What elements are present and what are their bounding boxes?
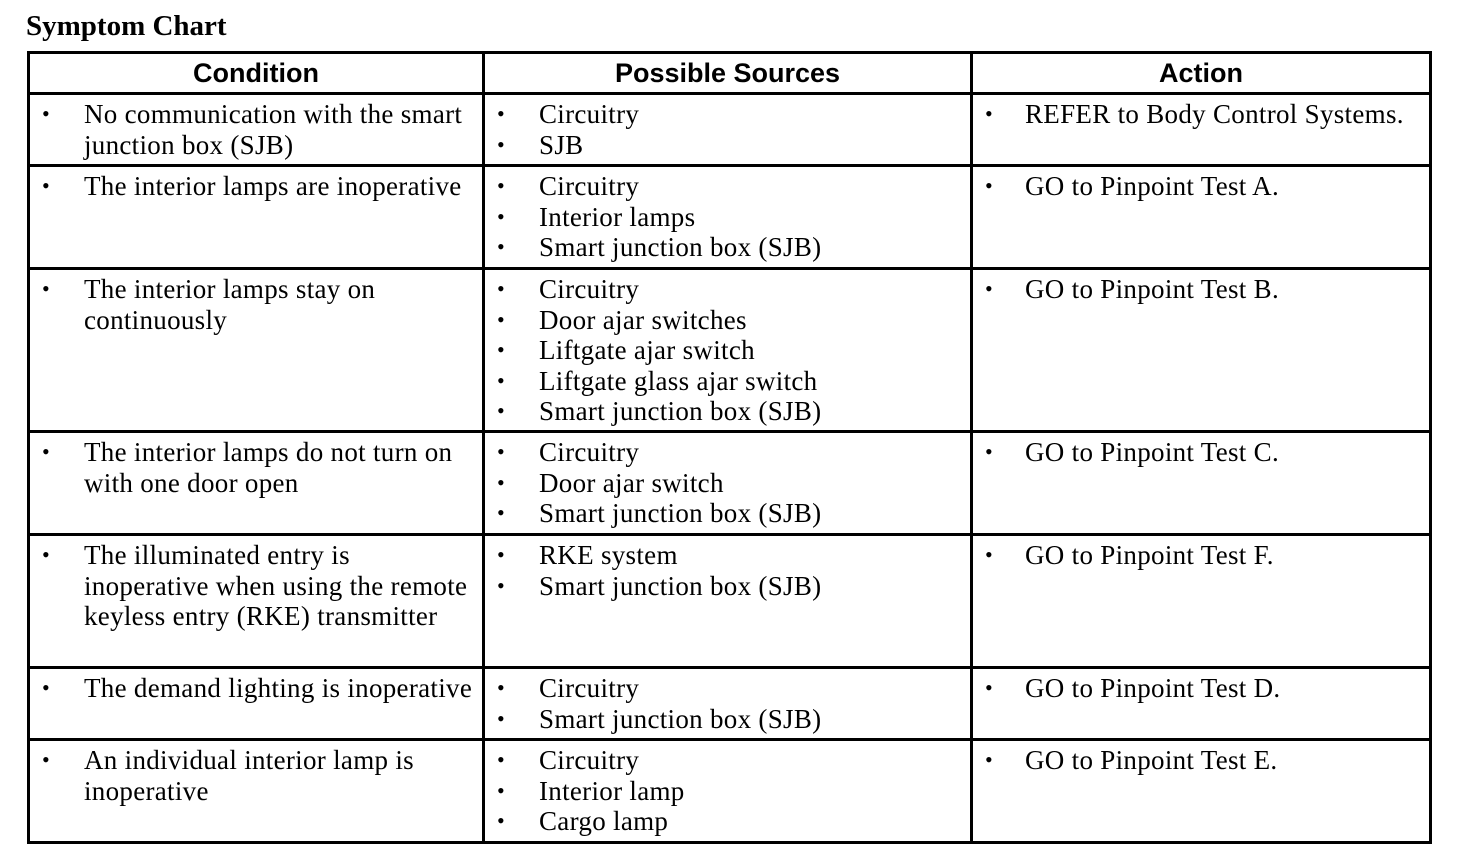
bullet-marker: • [497,367,506,393]
sources-cell [484,535,972,668]
bullet-marker: • [497,398,506,423]
bullet-marker: • [985,173,994,198]
page-title: Symptom Chart [26,10,227,42]
bullet-marker: • [497,469,506,495]
column-header-condition: Condition [29,53,484,94]
bullet-marker: • [985,439,994,464]
bullet-marker: • [497,705,506,731]
bullet-marker: • [42,173,51,198]
source-text: Circuitry [539,274,640,304]
action-item [973,274,1429,305]
sources-cell [484,740,972,843]
action-item [973,99,1429,130]
condition-cell [29,269,484,432]
source-item [485,776,970,807]
sources-cell [484,166,972,269]
condition-cell [29,535,484,668]
table-row [29,432,1431,535]
source-item [485,745,970,776]
table-row [29,535,1431,668]
source-text: Smart junction box (SJB) [539,232,822,262]
source-text: Circuitry [539,437,640,467]
source-item [485,366,970,397]
bullet-marker: • [497,808,506,833]
source-text: Smart junction box (SJB) [539,570,822,601]
bullet-marker: • [42,276,51,301]
action-item [973,437,1429,468]
bullet-marker: • [985,675,994,700]
source-text: Circuitry [539,673,640,703]
source-text: Smart junction box (SJB) [539,396,822,426]
source-text: Liftgate ajar switch [539,335,755,365]
condition-item [30,437,482,498]
condition-text: The interior lamps are inoperative [84,171,462,201]
bullet-marker: • [497,234,506,259]
table-row [29,740,1431,843]
bullet-marker: • [497,306,506,332]
table-row [29,269,1431,432]
source-item [485,571,970,602]
source-item [485,202,970,233]
condition-item [30,540,482,632]
source-item [485,498,970,529]
source-text: Interior lamps [539,201,696,232]
source-item [485,130,970,161]
condition-text: The interior lamps stay on continuously [84,274,376,335]
condition-cell [29,94,484,166]
source-text: SJB [539,129,584,160]
action-cell [972,535,1431,668]
source-text: Liftgate glass ajar switch [539,365,818,396]
source-text: Circuitry [539,171,640,201]
source-text: Cargo lamp [539,806,669,836]
action-text: GO to Pinpoint Test E. [1025,745,1278,775]
action-item [973,171,1429,202]
bullet-marker: • [497,337,506,362]
bullet-marker: • [497,173,506,198]
table-row [29,668,1431,740]
bullet-marker: • [985,747,994,772]
action-text: GO to Pinpoint Test F. [1025,540,1274,570]
source-item [485,171,970,202]
sources-cell [484,94,972,166]
action-cell [972,740,1431,843]
bullet-marker: • [42,747,51,772]
action-cell [972,166,1431,269]
action-cell [972,269,1431,432]
sources-cell [484,668,972,740]
source-text: Circuitry [539,745,640,775]
column-header-possible-sources: Possible Sources [484,53,972,94]
source-item [485,305,970,336]
bullet-marker: • [497,276,506,301]
source-item [485,437,970,468]
condition-item [30,171,482,202]
bullet-marker: • [497,747,506,772]
action-cell [972,432,1431,535]
source-item [485,99,970,130]
bullet-marker: • [42,101,51,126]
condition-cell [29,668,484,740]
action-cell [972,94,1431,166]
condition-text: An individual interior lamp is inoperative [84,745,414,806]
source-item [485,704,970,735]
bullet-marker: • [497,542,506,567]
action-text: GO to Pinpoint Test C. [1025,437,1279,467]
bullet-marker: • [42,439,51,464]
action-cell [972,668,1431,740]
condition-cell [29,166,484,269]
condition-item [30,274,482,335]
source-item [485,540,970,571]
table-row [29,94,1431,166]
action-item [973,673,1429,704]
condition-cell [29,740,484,843]
source-text: Interior lamp [539,775,685,806]
source-item [485,232,970,263]
bullet-marker: • [497,131,506,157]
column-header-action: Action [972,53,1431,94]
action-item [973,745,1429,776]
bullet-marker: • [42,542,51,567]
condition-text: No communication with the smart junction box (SJB) [84,99,463,160]
bullet-marker: • [497,777,506,803]
bullet-marker: • [985,276,994,301]
source-text: Door ajar switch [539,467,724,498]
condition-text: The interior lamps do not turn on with one door open [84,437,453,498]
bullet-marker: • [497,572,506,598]
source-item [485,396,970,427]
action-text: GO to Pinpoint Test D. [1025,673,1281,703]
source-item [485,468,970,499]
bullet-marker: • [497,675,506,700]
action-item [973,540,1429,571]
symptom-chart-table [27,51,1432,844]
bullet-marker: • [497,203,506,229]
condition-text: The demand lighting is inoperative [84,673,473,703]
condition-item [30,99,482,160]
source-text: Smart junction box (SJB) [539,498,822,528]
source-item [485,673,970,704]
bullet-marker: • [985,101,994,126]
source-text: RKE system [539,540,678,570]
source-item [485,335,970,366]
sources-cell [484,432,972,535]
header-row [29,53,1431,94]
bullet-marker: • [497,500,506,525]
source-text: Door ajar switches [539,304,747,335]
bullet-marker: • [497,439,506,464]
condition-item [30,745,482,806]
bullet-marker: • [42,675,51,700]
bullet-marker: • [497,101,506,126]
source-item [485,806,970,837]
action-text: REFER to Body Control Systems. [1025,99,1404,129]
action-text: GO to Pinpoint Test A. [1025,171,1279,201]
source-item [485,274,970,305]
condition-cell [29,432,484,535]
bullet-marker: • [985,542,994,567]
action-text: GO to Pinpoint Test B. [1025,274,1279,304]
condition-text: The illuminated entry is inoperative when using the remote keyless entry (RKE) transmitter [84,540,468,631]
source-text: Circuitry [539,99,640,129]
source-text: Smart junction box (SJB) [539,703,822,734]
table-row [29,166,1431,269]
condition-item [30,673,482,704]
sources-cell [484,269,972,432]
